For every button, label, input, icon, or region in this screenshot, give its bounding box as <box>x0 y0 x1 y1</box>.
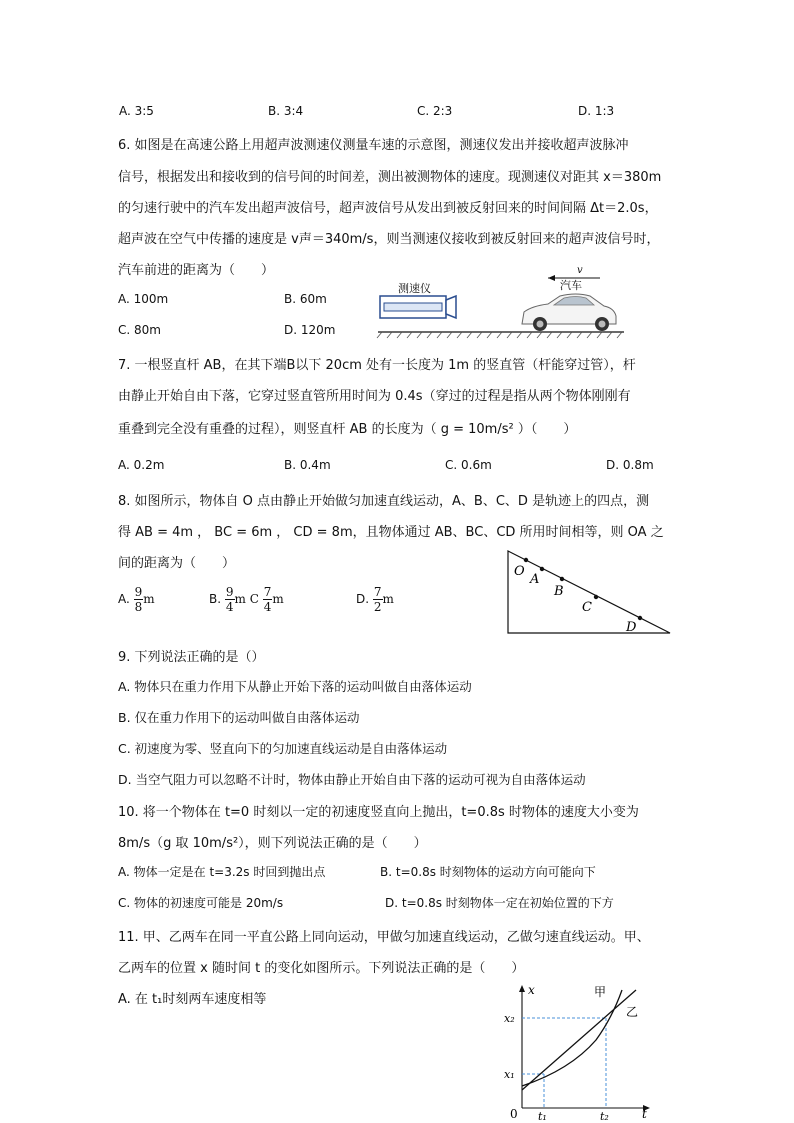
q8-option-d-den: 2 <box>373 600 382 614</box>
point-d-dot <box>638 616 642 620</box>
q7-option-d: D. 0.8m <box>606 458 654 472</box>
q7-option-c: C. 0.6m <box>445 458 492 472</box>
velocity-label: v <box>577 265 583 276</box>
q7-option-b: B. 0.4m <box>284 458 331 472</box>
q6-option-d: D. 120m <box>284 323 336 337</box>
q6-figure-speed-meter <box>372 262 632 342</box>
point-c-label: C <box>582 600 592 615</box>
q11-stem-line-1: 11. 甲、乙两车在同一平直公路上同向运动，甲做匀加速直线运动，乙做匀速直线运动。甲、 <box>118 930 650 945</box>
q8-option-c-fraction <box>263 585 273 614</box>
q8-option-c-den: 4 <box>263 600 272 614</box>
q8-option-b-fraction <box>225 585 235 614</box>
origin-label: 0 <box>510 1107 518 1120</box>
q6-stem-line-4: 超声波在空气中传播的速度是 v声＝340m/s，则当测速仪接收到被反射回来的超声波信号时， <box>118 232 660 247</box>
q7-stem-line-2: 由静止开始自由下落，它穿过竖直管所用时间为 0.4s（穿过的过程是指从两个物体刚刚有 <box>118 389 631 404</box>
q8-option-b-num: 9 <box>225 585 234 599</box>
car-label: 汽车 <box>560 279 582 292</box>
curve-jia <box>522 990 622 1086</box>
q6-stem-line-3: 的匀速行驶中的汽车发出超声波信号，超声波信号从发出到被反射回来的时间间隔 Δt＝2.0s， <box>118 201 658 216</box>
q10-stem-line-1: 10. 将一个物体在 t=0 时刻以一定的初速度竖直向上抛出，t=0.8s 时物体的速度大小变为 <box>118 805 639 820</box>
q8-option-d <box>356 585 394 614</box>
q8-stem-line-1: 8. 如图所示，物体自 O 点由静止开始做匀加速直线运动，A、B、C、D 是轨迹上的四点，测 <box>118 494 650 509</box>
q8-option-a-den: 8 <box>134 600 143 614</box>
q8-figure-incline <box>500 545 680 640</box>
point-a-dot <box>540 567 544 571</box>
q7-option-a: A. 0.2m <box>118 458 165 472</box>
q6-stem-line-1: 6. 如图是在高速公路上用超声波测速仪测量车速的示意图，测速仪发出并接收超声波脉冲 <box>118 138 629 153</box>
point-a-label: A <box>530 572 540 587</box>
x2-label: x₂ <box>504 1012 515 1025</box>
line-yi-label: 乙 <box>626 1005 639 1019</box>
q10-stem-line-2: 8m/s（g 取 10m/s²），则下列说法正确的是（ ） <box>118 836 427 851</box>
q10-option-b: B. t=0.8s 时刻物体的运动方向可能向下 <box>380 865 596 879</box>
point-b-dot <box>560 577 564 581</box>
q10-option-d: D. t=0.8s 时刻物体一定在初始位置的下方 <box>385 896 614 910</box>
q8-option-b-den: 4 <box>225 600 234 614</box>
t-axis-label: t <box>642 1107 647 1120</box>
q6-option-a: A. 100m <box>118 292 169 306</box>
speed-meter-window <box>384 303 442 311</box>
t2-label: t₂ <box>600 1110 609 1120</box>
q9-option-a: A. 物体只在重力作用下从静止开始下落的运动叫做自由落体运动 <box>118 679 472 694</box>
x-axis-label: x <box>528 983 535 997</box>
q8-option-b <box>209 585 284 614</box>
q5-option-d: D. 1:3 <box>578 104 615 118</box>
q6-stem-line-5: 汽车前进的距离为（ ） <box>118 263 275 278</box>
velocity-arrowhead <box>548 275 555 281</box>
q9-option-b: B. 仅在重力作用下的运动叫做自由落体运动 <box>118 710 360 725</box>
line-yi <box>522 990 639 1090</box>
x-axis-arrowhead <box>519 985 525 992</box>
q11-option-a: A. 在 t₁时刻两车速度相等 <box>118 992 267 1007</box>
point-o-dot <box>524 558 528 562</box>
q10-option-c: C. 物体的初速度可能是 20m/s <box>118 896 284 910</box>
q9-option-d: D. 当空气阻力可以忽略不计时，物体由静止开始自由下落的运动可视为自由落体运动 <box>118 772 586 787</box>
q9-option-c: C. 初速度为零、竖直向下的匀加速直线运动是自由落体运动 <box>118 741 448 756</box>
q8-option-d-prefix: D. <box>356 592 370 606</box>
q10-option-a: A. 物体一定是在 t=3.2s 时回到抛出点 <box>118 865 326 879</box>
t1-label: t₁ <box>538 1110 547 1120</box>
q8-option-b-unit: m C <box>234 592 259 606</box>
q11-stem-line-2: 乙两车的位置 x 随时间 t 的变化如图所示。下列说法正确的是（ ） <box>118 961 525 976</box>
q6-option-b: B. 60m <box>284 292 327 306</box>
q8-option-d-num: 7 <box>373 585 382 599</box>
q8-option-d-unit: m <box>382 592 394 606</box>
q6-option-c: C. 80m <box>118 323 161 337</box>
q8-option-b-prefix: B. <box>209 592 222 606</box>
q5-option-b: B. 3:4 <box>268 104 304 118</box>
point-o-label: O <box>514 564 525 579</box>
incline-triangle <box>508 551 670 633</box>
q9-stem: 9. 下列说法正确的是（） <box>118 650 265 665</box>
q8-stem-line-3: 间的距离为（ ） <box>118 556 236 571</box>
speed-meter-label: 测速仪 <box>398 282 431 295</box>
q8-option-c-num: 7 <box>263 585 272 599</box>
car-icon <box>522 294 616 331</box>
q6-stem-line-2: 信号，根据发出和接收到的信号间的时间差，测出被测物体的速度。现测速仪对距其 x＝380m <box>118 170 662 185</box>
curve-jia-label: 甲 <box>594 985 607 999</box>
q5-option-a: A. 3:5 <box>119 104 154 118</box>
point-d-label: D <box>626 620 637 635</box>
q8-option-a-fraction <box>134 585 144 614</box>
q8-stem-line-2: 得 AB = 4m ， BC = 6m ， CD = 8m，且物体通过 AB、BC、CD 所用时间相等，则 OA 之 <box>118 525 664 540</box>
q8-option-a-num: 9 <box>134 585 143 599</box>
q8-option-a-prefix: A. <box>118 592 130 606</box>
speed-meter-horn <box>446 296 456 318</box>
q5-option-c: C. 2:3 <box>417 104 453 118</box>
q11-figure-xt-graph <box>500 980 660 1120</box>
q8-option-a-unit: m <box>143 592 155 606</box>
point-b-label: B <box>554 584 564 599</box>
point-c-dot <box>594 595 598 599</box>
q7-stem-line-3: 重叠到完全没有重叠的过程），则竖直杆 AB 的长度为（ g = 10m/s² ）（ ） <box>118 422 577 437</box>
x1-label: x₁ <box>504 1068 515 1081</box>
q7-stem-line-1: 7. 一根竖直杆 AB，在其下端B以下 20cm 处有一长度为 1m 的竖直管（杆能穿过管），杆 <box>118 358 636 373</box>
q8-option-c-unit: m <box>272 592 284 606</box>
q8-option-a <box>118 585 155 614</box>
q8-option-d-fraction <box>373 585 383 614</box>
